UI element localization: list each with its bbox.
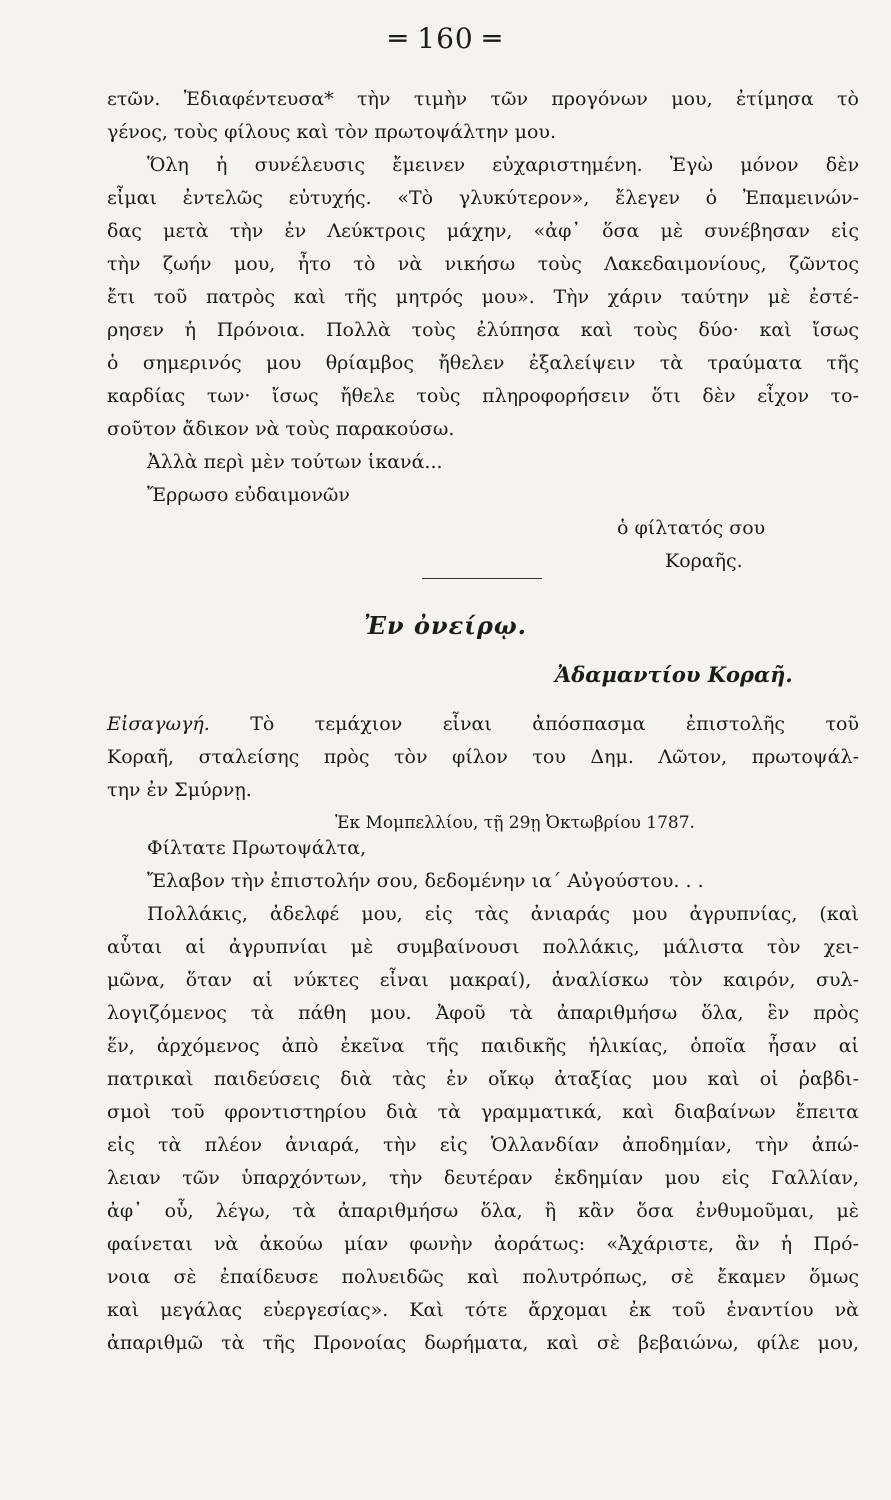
text-line: τὴν ζωήν μου, ἦτο τὸ νὰ νικήσω τοὺς Λακεδαιμονίους, ζῶντος bbox=[107, 253, 859, 275]
text-line: μῶνα, ὅταν αἱ νύκτες εἶναι μακραί), ἀναλίσκω τὸν καιρόν, συλ- bbox=[107, 969, 859, 991]
text-line: ρησεν ἡ Πρόνοια. Πολλὰ τοὺς ἐλύπησα καὶ τοὺς δύο· καὶ ἴσως bbox=[107, 319, 859, 341]
dateline: Ἐκ Μομπελλίου, τῇ 29ῃ Ὀκτωβρίου 1787. bbox=[335, 813, 695, 833]
text-line: σοῦτον ἄδικον νὰ τοὺς παρακούσω. bbox=[107, 418, 455, 440]
top-text-block bbox=[107, 83, 859, 578]
text-line: γένος, τοὺς φίλους καὶ τὸν πρωτοψάλτην μου. bbox=[107, 121, 557, 143]
text-line bbox=[107, 708, 859, 741]
text-line: δας μετὰ τὴν ἐν Λεύκτροις μάχην, «ἀφ᾽ ὅσα μὲ συνέβησαν εἰς bbox=[107, 220, 859, 242]
page-number-value: 160 bbox=[417, 22, 474, 55]
signature-name: Κοραῆς. bbox=[665, 550, 743, 572]
text-line: ἀφ᾽ οὗ, λέγω, τὰ ἀπαριθμήσω ὅλα, ἢ κἂν ὅσα ἐνθυμοῦμαι, μὲ bbox=[107, 1200, 859, 1222]
page-number bbox=[0, 22, 891, 55]
section-title: Ἐν ὀνείρῳ. bbox=[363, 611, 528, 640]
text-line: Κοραῆ, σταλείσης πρὸς τὸν φίλον του Δημ. Λῶτον, πρωτοψάλ- bbox=[107, 746, 859, 768]
text-line: σμοὶ τοῦ φροντιστηρίου διὰ τὰ γραμματικά, καὶ διαβαίνων ἔπειτα bbox=[107, 1101, 859, 1123]
text-line: καρδίας των· ἴσως ἤθελε τοὺς πληροφορήσειν ὅτι δὲν εἶχον το- bbox=[107, 385, 859, 407]
text-line: Ἔρρωσο εὐδαιμονῶν bbox=[147, 484, 350, 506]
page-number-deco-right: ═ bbox=[473, 22, 502, 55]
intro-text: Τὸ τεμάχιον εἶναι ἀπόσπασμα ἐπιστολῆς τοῦ bbox=[209, 713, 859, 735]
signature-closing: ὁ φίλτατός σου bbox=[617, 517, 766, 539]
text-line: αὗται αἱ ἀγρυπνίαι μὲ συμβαίνουσι πολλάκις, μάλιστα τὸν χει- bbox=[107, 936, 859, 958]
text-line: Ἀλλὰ περὶ μὲν τούτων ἱκανά... bbox=[147, 451, 443, 473]
text-line: νοια σὲ ἐπαίδευσε πολυειδῶς καὶ πολυτρόπως, σὲ ἔκαμεν ὅμως bbox=[107, 1266, 859, 1288]
text-line: την ἐν Σμύρνῃ. bbox=[107, 779, 252, 801]
text-line: εἰς τὰ πλέον ἀνιαρά, τὴν εἰς Ὁλλανδίαν ἀποδημίαν, τὴν ἀπώ- bbox=[107, 1134, 859, 1156]
text-line: φαίνεται νὰ ἀκούω μίαν φωνὴν ἀοράτως: «Ἀχάριστε, ἂν ἡ Πρό- bbox=[107, 1233, 859, 1255]
text-line: εἶμαι ἐντελῶς εὐτυχής. «Τὸ γλυκύτερον», ἔλεγεν ὁ Ἐπαμεινών- bbox=[107, 187, 859, 209]
text-line: Φίλτατε Πρωτοψάλτα, bbox=[147, 837, 367, 859]
text-line: ετῶν. Ἐδιαφέντευσα* τὴν τιμὴν τῶν προγόνων μου, ἐτίμησα τὸ bbox=[107, 88, 859, 110]
text-line: ἀπαριθμῶ τὰ τῆς Προνοίας δωρήματα, καὶ σὲ βεβαιώνω, φίλε μου, bbox=[107, 1332, 859, 1354]
text-line: ἔτι τοῦ πατρὸς καὶ τῆς μητρός μου». Τὴν χάριν ταύτην μὲ ἐστέ- bbox=[107, 286, 859, 308]
page-number-deco-left: ═ bbox=[389, 22, 418, 55]
text-line: πατρικαὶ παιδεύσεις διὰ τὰς ἐν οἴκῳ ἀταξίας μου καὶ οἱ ῥαβδι- bbox=[107, 1068, 859, 1090]
text-line: ὁ σημερινός μου θρίαμβος ἤθελεν ἐξαλείψειν τὰ τραύματα τῆς bbox=[107, 352, 859, 374]
text-line: Πολλάκις, ἀδελφέ μου, εἰς τὰς ἀνιαράς μου ἀγρυπνίας, (καὶ bbox=[147, 903, 859, 925]
section-divider bbox=[422, 578, 542, 579]
text-line: λογιζόμενος τὰ πάθη μου. Ἀφοῦ τὰ ἀπαριθμήσω ὅλα, ἓν πρὸς bbox=[107, 1002, 859, 1024]
intro-block bbox=[107, 708, 859, 840]
text-line: Ὅλη ἡ συνέλευσις ἔμεινεν εὐχαριστημένη. Ἐγὼ μόνον δὲν bbox=[147, 154, 859, 176]
text-line: καὶ μεγάλας εὐεργεσίας». Καὶ τότε ἄρχομαι ἐκ τοῦ ἐναντίου νὰ bbox=[107, 1299, 859, 1321]
text-line: λειαν τῶν ὑπαρχόντων, τὴν δευτέραν ἐκδημίαν μου εἰς Γαλλίαν, bbox=[107, 1167, 859, 1189]
letter-block bbox=[107, 832, 859, 1360]
section-author: Ἀδαμαντίου Κοραῆ. bbox=[555, 662, 793, 687]
text-line: Ἔλαβον τὴν ἐπιστολήν σου, δεδομένην ια´ Αὐγούστου. . . bbox=[147, 870, 704, 892]
intro-label: Εἰσαγωγή. bbox=[107, 713, 210, 735]
text-line: ἕν, ἀρχόμενος ἀπὸ ἐκεῖνα τῆς παιδικῆς ἡλικίας, ὁποῖα ἦσαν αἱ bbox=[107, 1035, 859, 1057]
